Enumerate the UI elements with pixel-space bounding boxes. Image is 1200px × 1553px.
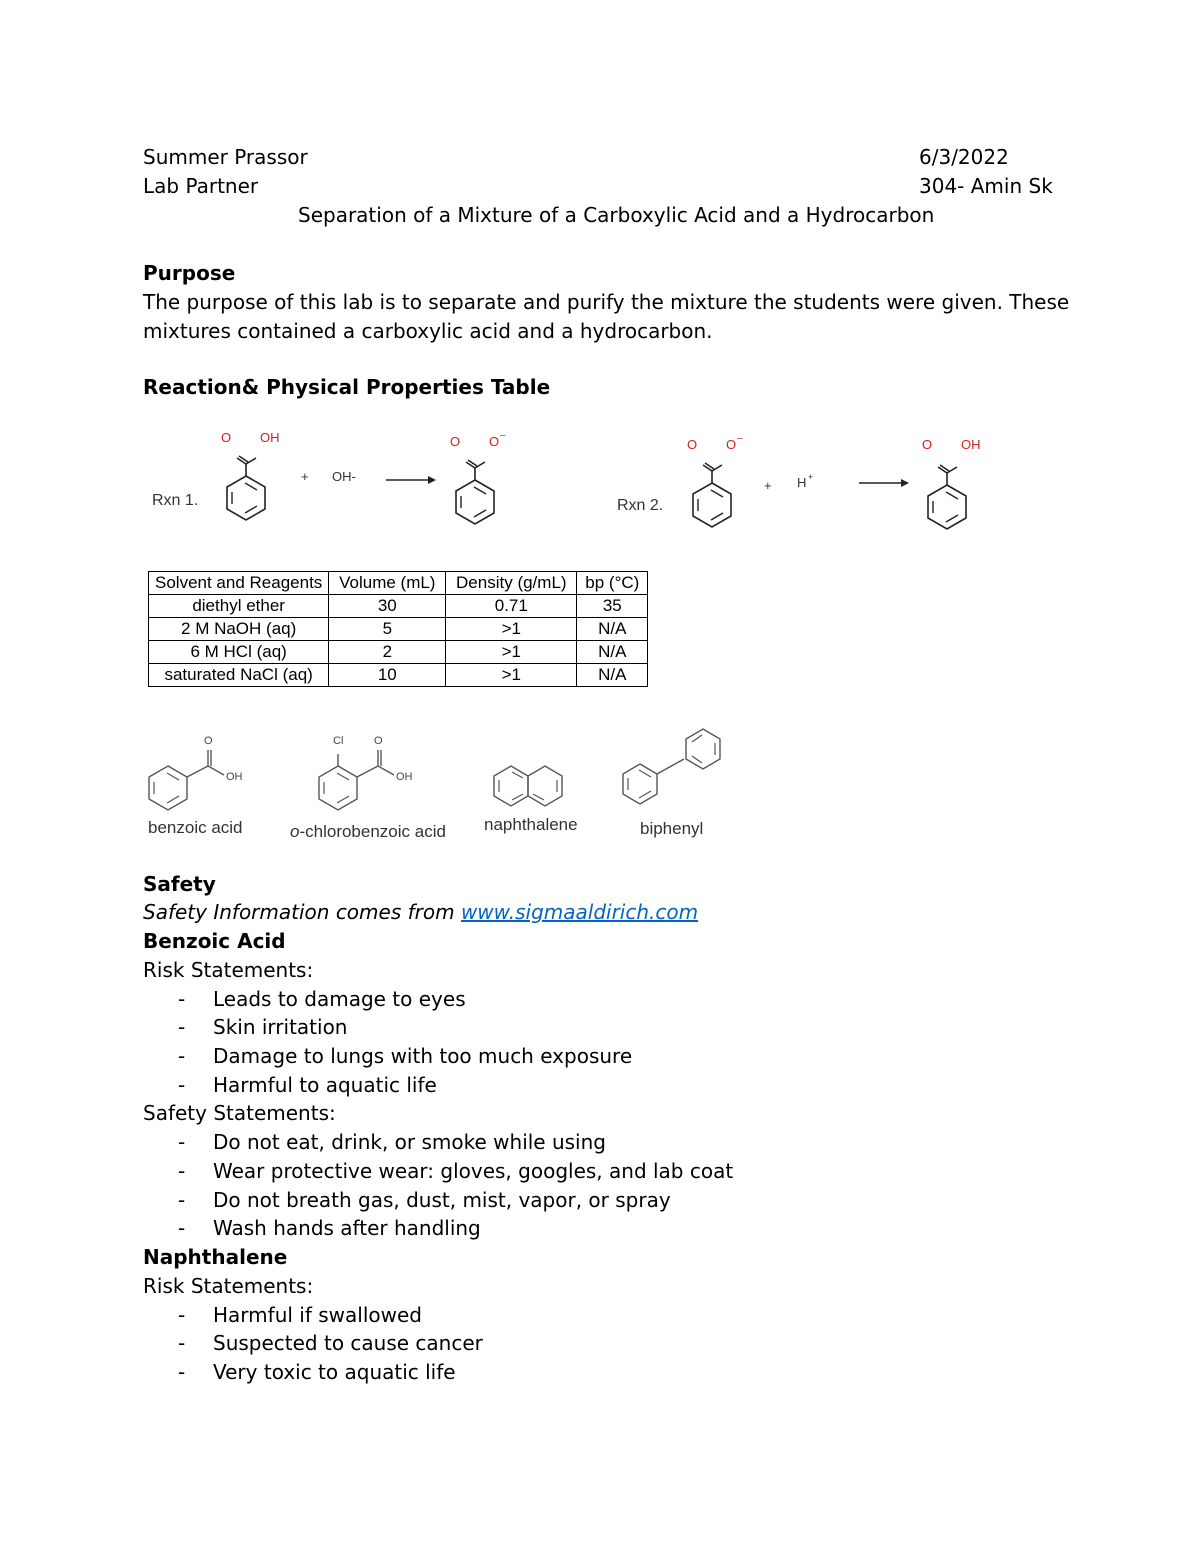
purpose-line-2: mixtures contained a carboxylic acid and a hydrocarbon.: [143, 319, 713, 343]
chlorobenzoic-acid-structure: [319, 750, 394, 810]
list-dash: -: [178, 1073, 186, 1097]
table-cell: N/A: [577, 664, 648, 687]
reaction-scheme: [0, 415, 1200, 545]
benzoic-acid-structure-rxn1: [227, 456, 265, 520]
table-cell: >1: [446, 618, 577, 641]
list-item: Harmful if swallowed: [213, 1303, 422, 1327]
table-cell: >1: [446, 641, 577, 664]
benzoic-acid-structure-rxn2: [928, 465, 966, 529]
lab-partner-label: Lab Partner: [143, 174, 259, 198]
list-dash: -: [178, 987, 186, 1011]
benzoic-oh-label: OH: [226, 771, 243, 783]
author-name: Summer Prassor: [143, 145, 308, 169]
table-header: Density (g/mL): [446, 572, 577, 595]
sigma-aldrich-link[interactable]: www.sigmaaldirich.com: [460, 900, 699, 924]
list-item: Very toxic to aquatic life: [213, 1360, 456, 1384]
o-minus-label-1: O: [489, 434, 500, 449]
chloro-oh-label: OH: [396, 771, 413, 783]
benzoate-structure-rxn2: [693, 463, 731, 527]
purpose-heading: Purpose: [143, 261, 236, 285]
benzoic-risk-label: Risk Statements:: [143, 958, 314, 982]
compound-structures: [0, 720, 800, 820]
list-item: Leads to damage to eyes: [213, 987, 466, 1011]
benzoic-acid-structure: [149, 750, 224, 810]
table-cell: 10: [329, 664, 446, 687]
benzoic-o-label: O: [204, 735, 213, 747]
naphthalene-label: naphthalene: [484, 815, 578, 834]
biphenyl-structure: [623, 759, 684, 804]
list-item: Wash hands after handling: [213, 1216, 481, 1240]
table-row: [149, 618, 648, 641]
list-dash: -: [178, 1159, 186, 1183]
list-dash: -: [178, 1130, 186, 1154]
table-cell: 0.71: [446, 595, 577, 618]
report-title: Separation of a Mixture of a Carboxylic Acid and a Hydrocarbon: [298, 203, 935, 227]
list-item: Wear protective wear: gloves, googles, and lab coat: [213, 1159, 734, 1183]
report-date: 6/3/2022: [919, 145, 1009, 169]
o-label-3: O: [687, 437, 698, 452]
list-dash: -: [178, 1216, 186, 1240]
chloro-cl-label: Cl: [333, 735, 344, 747]
chlorobenzoic-acid-label: o-chlorobenzoic acid: [290, 822, 446, 841]
table-cell: 6 M HCl (aq): [149, 641, 329, 664]
reaction-arrow-2: [859, 479, 909, 487]
table-row: [149, 595, 648, 618]
table-cell: N/A: [577, 641, 648, 664]
lab-partner-value: 304- Amin Sk: [919, 174, 1053, 198]
list-item: Skin irritation: [213, 1015, 348, 1039]
properties-table: [148, 571, 648, 687]
table-header: Volume (mL): [329, 572, 446, 595]
o-minus-label-2: O: [726, 437, 737, 452]
proton-sup: +: [808, 472, 814, 482]
purpose-line-1: The purpose of this lab is to separate and purify the mixture the students were given. These: [143, 290, 1070, 314]
table-row: [149, 641, 648, 664]
minus-sup-1: –: [500, 430, 506, 441]
list-item: Harmful to aquatic life: [213, 1073, 437, 1097]
naphthalene-structure: [494, 766, 562, 806]
list-dash: -: [178, 1044, 186, 1068]
table-header-row: [149, 572, 648, 595]
list-dash: -: [178, 1360, 186, 1384]
safety-source: Safety Information comes from www.sigmaaldirich.com: [143, 900, 699, 924]
o-label-2: O: [450, 434, 461, 449]
table-cell: 35: [577, 595, 648, 618]
list-dash: -: [178, 1303, 186, 1327]
biphenyl-ring-2: [686, 729, 720, 769]
benzoic-acid-label: benzoic acid: [148, 818, 243, 837]
minus-sup-2: –: [737, 433, 743, 444]
oh-label-2: OH: [961, 437, 981, 452]
benzoate-structure-rxn1: [456, 460, 494, 524]
naphthalene-heading: Naphthalene: [143, 1245, 288, 1269]
rxn1-label: Rxn 1.: [152, 492, 199, 509]
hydroxide-label: OH-: [332, 469, 356, 484]
table-header: bp (°C): [577, 572, 648, 595]
naphthalene-risk-label: Risk Statements:: [143, 1274, 314, 1298]
oh-label-1: OH: [260, 430, 280, 445]
table-cell: 2 M NaOH (aq): [149, 618, 329, 641]
o-label-4: O: [922, 437, 933, 452]
benzoic-acid-heading: Benzoic Acid: [143, 929, 286, 953]
table-cell: >1: [446, 664, 577, 687]
list-dash: -: [178, 1015, 186, 1039]
benzoic-safety-label: Safety Statements:: [143, 1101, 336, 1125]
reaction-arrow-1: [386, 476, 436, 484]
plus-sign-2: +: [764, 478, 772, 493]
safety-heading: Safety: [143, 872, 216, 896]
table-header: Solvent and Reagents: [149, 572, 329, 595]
list-item: Suspected to cause cancer: [213, 1331, 483, 1355]
reaction-heading: Reaction& Physical Properties Table: [143, 375, 551, 399]
table-row: [149, 664, 648, 687]
table-cell: 30: [329, 595, 446, 618]
table-cell: N/A: [577, 618, 648, 641]
list-dash: -: [178, 1188, 186, 1212]
o-label-1: O: [221, 430, 232, 445]
list-item: Do not eat, drink, or smoke while using: [213, 1130, 606, 1154]
rxn2-label: Rxn 2.: [617, 497, 664, 514]
table-cell: saturated NaCl (aq): [149, 664, 329, 687]
chloro-o-label: O: [374, 735, 383, 747]
plus-sign-1: +: [301, 469, 309, 484]
list-dash: -: [178, 1331, 186, 1355]
table-cell: diethyl ether: [149, 595, 329, 618]
table-cell: 5: [329, 618, 446, 641]
table-cell: 2: [329, 641, 446, 664]
proton-label: H: [797, 475, 807, 490]
list-item: Damage to lungs with too much exposure: [213, 1044, 633, 1068]
list-item: Do not breath gas, dust, mist, vapor, or spray: [213, 1188, 671, 1212]
biphenyl-label: biphenyl: [640, 819, 704, 838]
